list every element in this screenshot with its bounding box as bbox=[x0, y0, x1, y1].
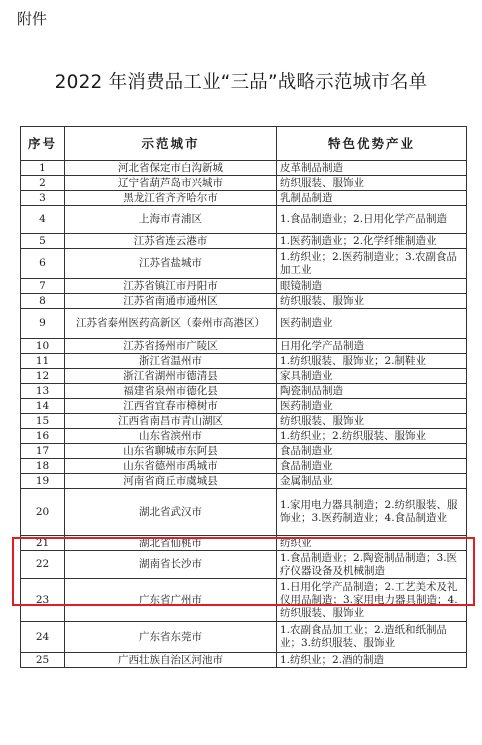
table-body bbox=[21, 161, 467, 668]
row-number: 22 bbox=[21, 551, 65, 579]
table-row bbox=[21, 579, 467, 622]
row-city: 黑龙江省齐齐哈尔市 bbox=[65, 191, 277, 206]
row-number: 11 bbox=[21, 354, 65, 369]
table-row bbox=[21, 622, 467, 653]
row-city: 江西省宜春市樟树市 bbox=[65, 399, 277, 414]
row-city: 江苏省扬州市广陵区 bbox=[65, 339, 277, 354]
row-city: 辽宁省葫芦岛市兴城市 bbox=[65, 176, 277, 191]
row-industry: 医药制造业 bbox=[277, 399, 467, 414]
row-number: 7 bbox=[21, 279, 65, 294]
row-industry: 纺织服装、服饰业 bbox=[277, 294, 467, 309]
row-industry: 1.农副食品加工业；2.造纸和纸制品业；3.纺织服装、服饰业 bbox=[277, 622, 467, 653]
page-title: 2022 年消费品工业“三品”战略示范城市名单 bbox=[54, 72, 428, 93]
row-city: 广西壮族自治区河池市 bbox=[65, 653, 277, 668]
row-industry: 1.纺织业；2.酒的制造 bbox=[277, 653, 467, 668]
header-city: 示范城市 bbox=[65, 127, 277, 161]
row-industry: 纺织业 bbox=[277, 536, 467, 551]
row-industry: 乳制品制造 bbox=[277, 191, 467, 206]
row-number: 16 bbox=[21, 429, 65, 444]
table-row bbox=[21, 489, 467, 536]
table-row bbox=[21, 399, 467, 414]
table-row bbox=[21, 206, 467, 234]
row-number: 1 bbox=[21, 161, 65, 176]
row-number: 13 bbox=[21, 384, 65, 399]
row-industry: 眼镜制造 bbox=[277, 279, 467, 294]
row-industry: 纺织服装、服饰业 bbox=[277, 414, 467, 429]
row-city: 江西省南昌市青山湖区 bbox=[65, 414, 277, 429]
table-row bbox=[21, 551, 467, 579]
table-row bbox=[21, 309, 467, 339]
row-city: 上海市青浦区 bbox=[65, 206, 277, 234]
row-industry: 1.食品制造业；2.陶瓷制品制造；3.医疗仪器设备及机械制造 bbox=[277, 551, 467, 579]
row-city: 山东省德州市禹城市 bbox=[65, 459, 277, 474]
row-city: 浙江省温州市 bbox=[65, 354, 277, 369]
row-city: 山东省聊城市东阿县 bbox=[65, 444, 277, 459]
table-row bbox=[21, 249, 467, 279]
table-row bbox=[21, 234, 467, 249]
table-row bbox=[21, 161, 467, 176]
row-number: 2 bbox=[21, 176, 65, 191]
row-industry: 纺织服装、服饰业 bbox=[277, 176, 467, 191]
table-header-row bbox=[21, 127, 467, 161]
row-city: 江苏省南通市通州区 bbox=[65, 294, 277, 309]
row-city: 河北省保定市白沟新城 bbox=[65, 161, 277, 176]
table-row bbox=[21, 384, 467, 399]
row-number: 3 bbox=[21, 191, 65, 206]
row-city: 江苏省泰州医药高新区（泰州市高港区） bbox=[65, 309, 277, 339]
row-industry: 医药制造业 bbox=[277, 309, 467, 339]
table-row bbox=[21, 474, 467, 489]
row-number: 23 bbox=[21, 579, 65, 622]
row-number: 10 bbox=[21, 339, 65, 354]
row-city: 湖南省长沙市 bbox=[65, 551, 277, 579]
header-no: 序号 bbox=[21, 127, 65, 161]
row-city: 山东省滨州市 bbox=[65, 429, 277, 444]
table-row bbox=[21, 339, 467, 354]
table-row bbox=[21, 653, 467, 668]
row-industry: 1.日用化学产品制造；2.工艺美术及礼仪用品制造；3.家用电力器具制造；4.纺织服装、服饰业 bbox=[277, 579, 467, 622]
header-industry: 特色优势产业 bbox=[277, 127, 467, 161]
row-industry: 食品制造业 bbox=[277, 459, 467, 474]
row-number: 8 bbox=[21, 294, 65, 309]
row-industry: 1.纺织业；2.纺织服装、服饰业 bbox=[277, 429, 467, 444]
row-city: 江苏省连云港市 bbox=[65, 234, 277, 249]
row-city: 湖北省仙桃市 bbox=[65, 536, 277, 551]
table-row bbox=[21, 279, 467, 294]
table-row bbox=[21, 429, 467, 444]
row-number: 20 bbox=[21, 489, 65, 536]
row-number: 18 bbox=[21, 459, 65, 474]
row-number: 19 bbox=[21, 474, 65, 489]
row-industry: 日用化学产品制造 bbox=[277, 339, 467, 354]
row-industry: 皮革制品制造 bbox=[277, 161, 467, 176]
row-number: 9 bbox=[21, 309, 65, 339]
row-number: 17 bbox=[21, 444, 65, 459]
table-row bbox=[21, 414, 467, 429]
row-city: 江苏省盐城市 bbox=[65, 249, 277, 279]
row-number: 5 bbox=[21, 234, 65, 249]
table-row bbox=[21, 294, 467, 309]
row-industry: 1.家用电力器具制造；2.纺织服装、服饰业；3.医药制造业；4.食品制造业 bbox=[277, 489, 467, 536]
row-city: 福建省泉州市德化县 bbox=[65, 384, 277, 399]
row-industry: 金属制品业 bbox=[277, 474, 467, 489]
row-city: 浙江省湖州市德清县 bbox=[65, 369, 277, 384]
row-number: 24 bbox=[21, 622, 65, 653]
row-industry: 1.纺织业；2.医药制造业；3.农副食品加工业 bbox=[277, 249, 467, 279]
row-industry: 陶瓷制品制造 bbox=[277, 384, 467, 399]
row-number: 15 bbox=[21, 414, 65, 429]
row-city: 湖北省武汉市 bbox=[65, 489, 277, 536]
row-industry: 食品制造业 bbox=[277, 444, 467, 459]
table-row bbox=[21, 191, 467, 206]
city-list-table bbox=[20, 126, 467, 668]
row-number: 4 bbox=[21, 206, 65, 234]
row-industry: 家具制造业 bbox=[277, 369, 467, 384]
row-number: 14 bbox=[21, 399, 65, 414]
row-industry: 1.食品制造业；2.日用化学产品制造 bbox=[277, 206, 467, 234]
table-row bbox=[21, 176, 467, 191]
row-number: 6 bbox=[21, 249, 65, 279]
row-city: 河南省商丘市虞城县 bbox=[65, 474, 277, 489]
table-row bbox=[21, 459, 467, 474]
table-row bbox=[21, 536, 467, 551]
row-number: 12 bbox=[21, 369, 65, 384]
row-industry: 1.医药制造业；2.化学纤维制造业 bbox=[277, 234, 467, 249]
attachment-label: 附件 bbox=[17, 10, 48, 28]
table-row bbox=[21, 354, 467, 369]
row-city: 广东省广州市 bbox=[65, 579, 277, 622]
table-row bbox=[21, 369, 467, 384]
row-number: 21 bbox=[21, 536, 65, 551]
row-city: 广东省东莞市 bbox=[65, 622, 277, 653]
row-industry: 1.纺织服装、服饰业；2.制鞋业 bbox=[277, 354, 467, 369]
row-city: 江苏省镇江市丹阳市 bbox=[65, 279, 277, 294]
table-row bbox=[21, 444, 467, 459]
row-number: 25 bbox=[21, 653, 65, 668]
